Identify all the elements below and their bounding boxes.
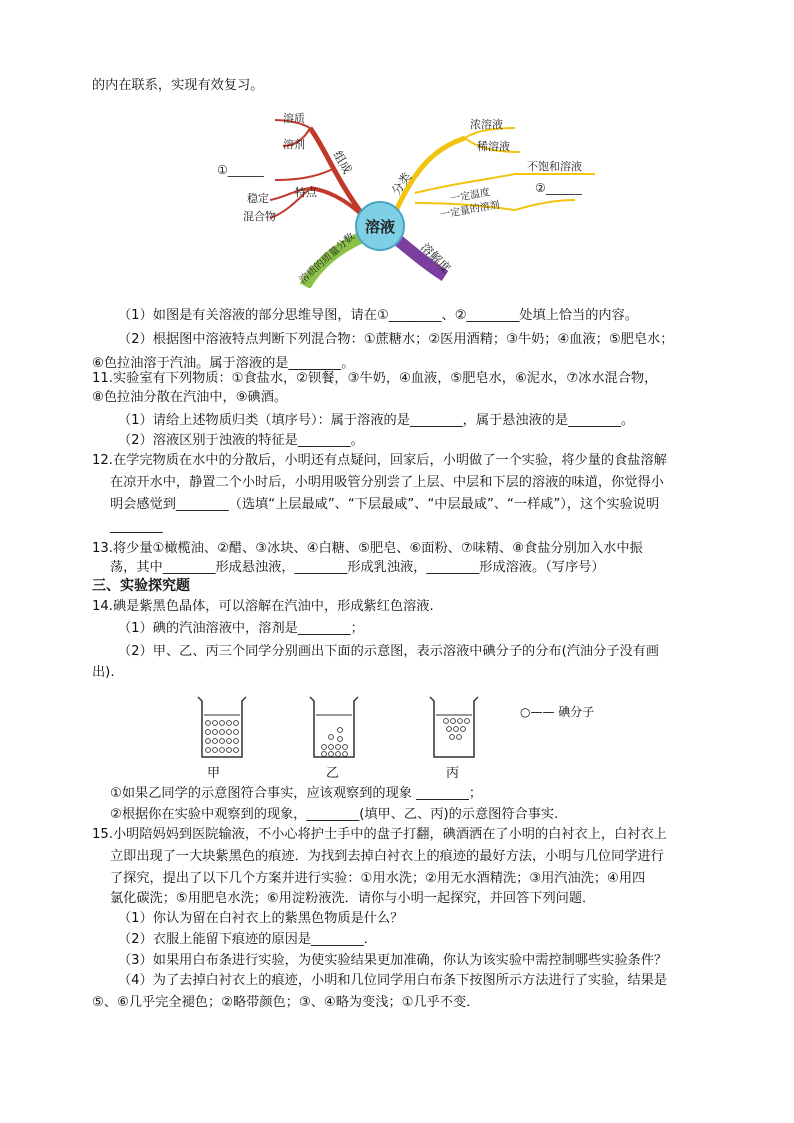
iodine-molecule (234, 748, 239, 753)
q15-part4-cont: ⑤、⑥几乎完全褪色；②略带颜色；③、④略为变浅；①几乎不变． (92, 995, 480, 1010)
iodine-molecule (338, 737, 343, 742)
iodine-molecule (213, 748, 218, 753)
iodine-molecule (227, 730, 232, 735)
iodine-molecule (444, 719, 449, 724)
mindmap-item-mixture: 混合物 (243, 210, 276, 223)
beaker-label-bing: 丙 (446, 766, 460, 781)
iodine-molecule (220, 748, 225, 753)
iodine-molecule (454, 727, 459, 732)
mindmap-branch-composition: 组成 (330, 148, 355, 177)
iodine-molecule (322, 745, 327, 750)
q15-stem-cont3: 氯化碳洗；⑤用肥皂水洗；⑥用淀粉液洗．请你与小明一起探究，并回答下列问题． (110, 891, 596, 906)
q11-stem-cont: ⑧色拉油分散在汽油中，⑨碘酒。 (92, 390, 288, 405)
q11-stem: 11.实验室有下列物质：①食盐水，②钡餐，③牛奶，④血液，⑤肥皂水，⑥泥水，⑦冰水混合物， (92, 371, 658, 386)
mindmap-item-solvent-amount: 一定量的溶剂 (439, 199, 501, 221)
mindmap-branch-feature: 特点 (295, 186, 317, 199)
iodine-molecule (227, 739, 232, 744)
q12-stem-cont1: 在凉开水中，静置二个小时后，小明用吸管分别尝了上层、中层和下层的溶液的味道，你觉得小 (110, 475, 664, 490)
q15-part4: （4）为了去掉白衬衣上的痕迹，小明和几位同学用白布条下按图所示方法进行了实验，结果是 (118, 973, 668, 988)
iodine-molecules-jia (206, 721, 239, 753)
iodine-molecule (329, 735, 334, 740)
iodine-molecule (336, 745, 341, 750)
iodine-molecule (450, 735, 455, 740)
q15-part3: （3）如果用白布条进行实验，为使实验结果更加准确，你认为该实验中需控制哪些实验条件？ (118, 953, 668, 968)
mindmap-item-solute: 溶质 (283, 112, 305, 125)
q12-blank: ________ (110, 519, 163, 534)
iodine-molecule (213, 730, 218, 735)
q11-part1: （1）请给上述物质归类（填序号）：属于溶液的是________，属于悬浊液的是________。 (118, 413, 635, 428)
solution-mind-map (215, 108, 635, 288)
q10-part2: （2）根据图中溶液特点判断下列混合物：①蔗糖水；②医用酒精；③牛奶；④血液；⑤肥皂水； (118, 332, 674, 347)
q14-part2-sub2: ②根据你在实验中观察到的现象，________(填甲、乙、丙)的示意图符合事实. (110, 807, 559, 822)
q14-part2-sub1: ①如果乙同学的示意图符合事实，应该观察到的现象 ________； (110, 786, 483, 801)
intro-text: 的内在联系，实现有效复习。 (92, 78, 264, 93)
beaker-label-yi: 乙 (326, 766, 340, 781)
iodine-molecule (329, 752, 334, 757)
iodine-molecule (447, 727, 452, 732)
q15-part1: （1）你认为留在白衬衣上的紫黑色物质是什么？ (118, 911, 404, 926)
iodine-molecule (458, 719, 463, 724)
iodine-molecule (461, 727, 466, 732)
mindmap-item-temperature: 一定温度 (449, 187, 491, 205)
iodine-molecule (206, 721, 211, 726)
iodine-molecule (451, 719, 456, 724)
mindmap-item-concentrated: 浓溶液 (470, 118, 503, 131)
mindmap-item-dilute: 稀溶液 (477, 140, 510, 153)
iodine-molecule (227, 721, 232, 726)
iodine-molecule (457, 735, 462, 740)
q15-stem-cont2: 了探究，提出了以下几个方案并进行实验：①用水洗；②用无水酒精洗；③用汽油洗；④用四 (110, 871, 646, 886)
q13-stem: 13.将少量①橄榄油、②醋、③冰块、④白糖、⑤肥皂、⑥面粉、⑦味精、⑧食盐分别加入水中振 (92, 541, 643, 556)
iodine-molecule (206, 748, 211, 753)
iodine-molecule (213, 739, 218, 744)
mindmap-branch-mass-fraction: 溶质的质量分数 (297, 231, 358, 287)
mindmap-branch-solubility: 溶解度 (417, 240, 454, 276)
mindmap-blank-1: ①______ (217, 163, 264, 177)
iodine-molecule (329, 745, 334, 750)
q15-stem: 15.小明陪妈妈到医院输液，不小心将护士手中的盘子打翻，碘酒洒在了小明的白衬衣上，白衬衣上 (92, 827, 667, 842)
q14-part2: （2）甲、乙、丙三个同学分别画出下面的示意图，表示溶液中碘分子的分布(汽油分子没有画 (118, 644, 660, 659)
iodine-molecule (343, 745, 348, 750)
iodine-molecule (220, 721, 225, 726)
iodine-molecule (322, 752, 327, 757)
legend-iodine-molecule: ○—— 碘分子 (520, 705, 595, 719)
iodine-molecule (227, 748, 232, 753)
mindmap-branch-classification: 分类 (388, 170, 415, 198)
mindmap-item-stable: 稳定 (247, 192, 269, 205)
q15-part2: （2）衣服上能留下痕迹的原因是________． (118, 932, 377, 947)
q13-stem-cont: 荡，其中________形成悬浊液，________形成乳浊液，________形成溶液。（写序号） (110, 560, 605, 575)
iodine-molecule (234, 721, 239, 726)
mindmap-item-unsaturated: 不饱和溶液 (527, 160, 582, 173)
iodine-molecule (206, 730, 211, 735)
iodine-molecule (220, 730, 225, 735)
iodine-molecule (234, 730, 239, 735)
iodine-molecule (206, 739, 211, 744)
beaker-diagram (190, 693, 490, 763)
iodine-molecule (220, 739, 225, 744)
q14-part1: （1）碘的汽油溶液中，溶剂是________； (118, 621, 364, 636)
q14-stem: 14.碘是紫黑色晶体，可以溶解在汽油中，形成紫红色溶液. (92, 599, 434, 614)
mindmap-item-solvent: 溶剂 (283, 138, 305, 151)
section-title-experiment: 三、实验探究题 (92, 578, 190, 594)
beaker-label-jia: 甲 (207, 766, 221, 781)
beaker-yi (310, 697, 358, 757)
iodine-molecule (465, 719, 470, 724)
q14-part2-cont: 出). (92, 665, 115, 680)
q12-stem: 12.在学完物质在水中的分散后，小明还有点疑问，回家后，小明做了一个实验，将少量的食盐溶解 (92, 453, 667, 468)
q10-part1: （1）如图是有关溶液的部分思维导图，请在①________、②________处填上恰当的内容。 (118, 308, 638, 323)
q12-stem-cont2: 明会感觉到________（选填“上层最咸”、“下层最咸”、“中层最咸”、“一样咸”），这个实验说明 (110, 497, 660, 512)
q11-part2: （2）溶液区别于浊液的特征是________。 (118, 433, 364, 448)
iodine-molecules-yi (322, 728, 348, 757)
mindmap-blank-2: ②______ (535, 181, 582, 195)
mindmap-center: 溶液 (364, 218, 396, 236)
iodine-molecules-bing (444, 719, 470, 740)
q15-stem-cont1: 立即出现了一大块紫黑色的痕迹．为找到去掉白衬衣上的痕迹的最好方法，小明与几位同学进行 (110, 849, 664, 864)
q10-part2-cont: ⑥色拉油溶于汽油。属于溶液的是________。 (92, 356, 355, 371)
iodine-molecule (213, 721, 218, 726)
iodine-molecule (343, 752, 348, 757)
iodine-molecule (338, 728, 343, 733)
iodine-molecule (234, 739, 239, 744)
iodine-molecule (336, 752, 341, 757)
